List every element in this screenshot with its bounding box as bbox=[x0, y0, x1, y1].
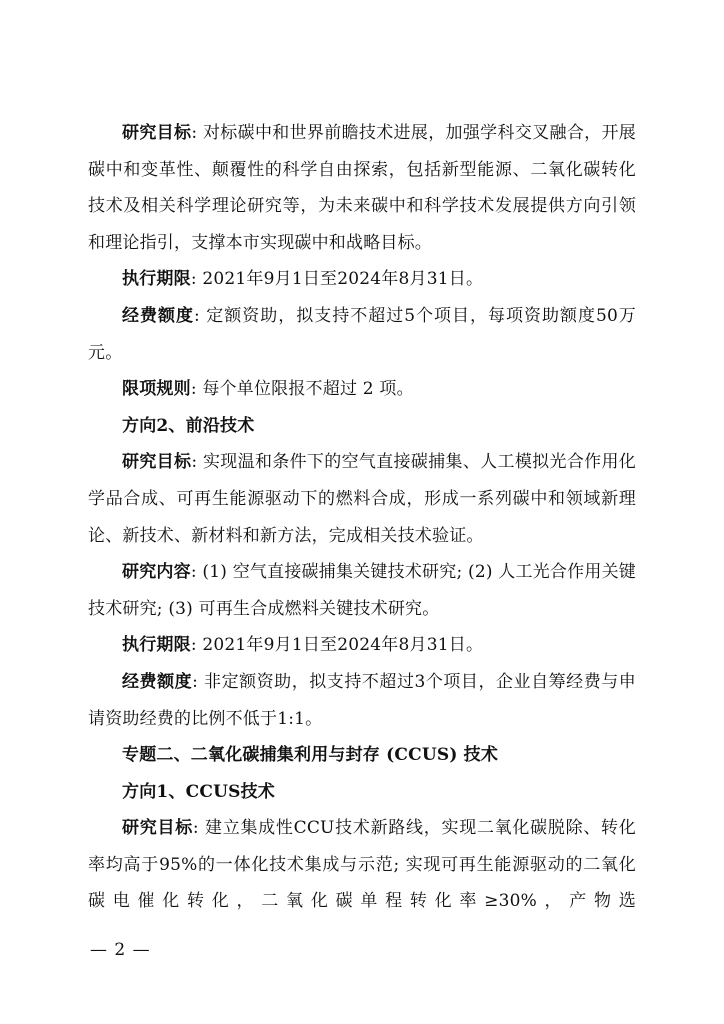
section-heading-ccus-direction-1: 方向1、CCUS技术 bbox=[122, 781, 275, 802]
paragraph-funding-1 bbox=[88, 298, 636, 371]
paragraph-research-goal-3 bbox=[88, 810, 636, 920]
paragraph-text: : 定额资助，拟支持不超过5个项目，每项资助额度50万元。 bbox=[88, 305, 636, 363]
paragraph-text: : 建立集成性CCU技术新路线，实现二氧化碳脱除、转化率均高于95%的一体化技术集成与示范; 实现可再生能源驱动的二氧化碳电催化转化，二氧化碳单程转化率≥30%，产物选 bbox=[88, 818, 636, 912]
page-number: — 2 — bbox=[90, 940, 151, 960]
paragraph-funding-2 bbox=[88, 664, 636, 737]
paragraph-label: 研究内容 bbox=[122, 562, 191, 583]
paragraph-research-content bbox=[88, 554, 636, 627]
paragraph-text: : 非定额资助，拟支持不超过3个项目，企业自筹经费与申请资助经费的比例不低于1:1。 bbox=[88, 671, 636, 729]
paragraph-label: 执行期限 bbox=[122, 269, 191, 290]
paragraph-label: 研究目标 bbox=[122, 452, 192, 473]
section-heading-direction-2: 方向2、前沿技术 bbox=[122, 415, 255, 436]
paragraph-research-goal-2 bbox=[88, 444, 636, 554]
document-body bbox=[88, 115, 636, 920]
paragraph-text: : (1) 空气直接碳捕集关键技术研究; (2) 人工光合作用关键技术研究; (3) 可再生合成燃料关键技术研究。 bbox=[88, 562, 636, 619]
paragraph-execution-period-2 bbox=[88, 627, 636, 664]
paragraph-label: 执行期限 bbox=[122, 635, 191, 656]
paragraph-label: 经费额度 bbox=[122, 671, 193, 692]
paragraph-label: 限项规则 bbox=[122, 379, 191, 400]
paragraph-label: 研究目标 bbox=[122, 123, 192, 143]
paragraph-text: : 实现温和条件下的空气直接碳捕集、人工模拟光合作用化学品合成、可再生能源驱动下的燃料合成，形成一系列碳中和领域新理论、新技术、新材料和新方法，完成相关技术验证。 bbox=[88, 452, 636, 546]
paragraph-text: : 2021年9月1日至2024年8月31日。 bbox=[190, 635, 484, 656]
paragraph-label: 研究目标 bbox=[122, 818, 193, 839]
paragraph-label: 经费额度 bbox=[122, 305, 194, 326]
paragraph-text: : 对标碳中和世界前瞻技术进展，加强学科交叉融合，开展碳中和变革性、颠覆性的科学自由探索，包括新型能源、二氧化碳转化技术及相关科学理论研究等，为未来碳中和科学技术发展提供方向引领和理论指引，支撑本市实现碳中和战略目标。 bbox=[88, 123, 636, 253]
paragraph-limit-rule bbox=[88, 371, 636, 408]
paragraph-research-goal-1 bbox=[88, 115, 636, 261]
paragraph-execution-period-1 bbox=[88, 261, 636, 298]
paragraph-text: : 每个单位限报不超过 2 项。 bbox=[190, 379, 414, 400]
paragraph-text: : 2021年9月1日至2024年8月31日。 bbox=[190, 269, 484, 290]
section-heading-topic-2: 专题二、二氧化碳捕集利用与封存 (CCUS) 技术 bbox=[122, 745, 499, 766]
